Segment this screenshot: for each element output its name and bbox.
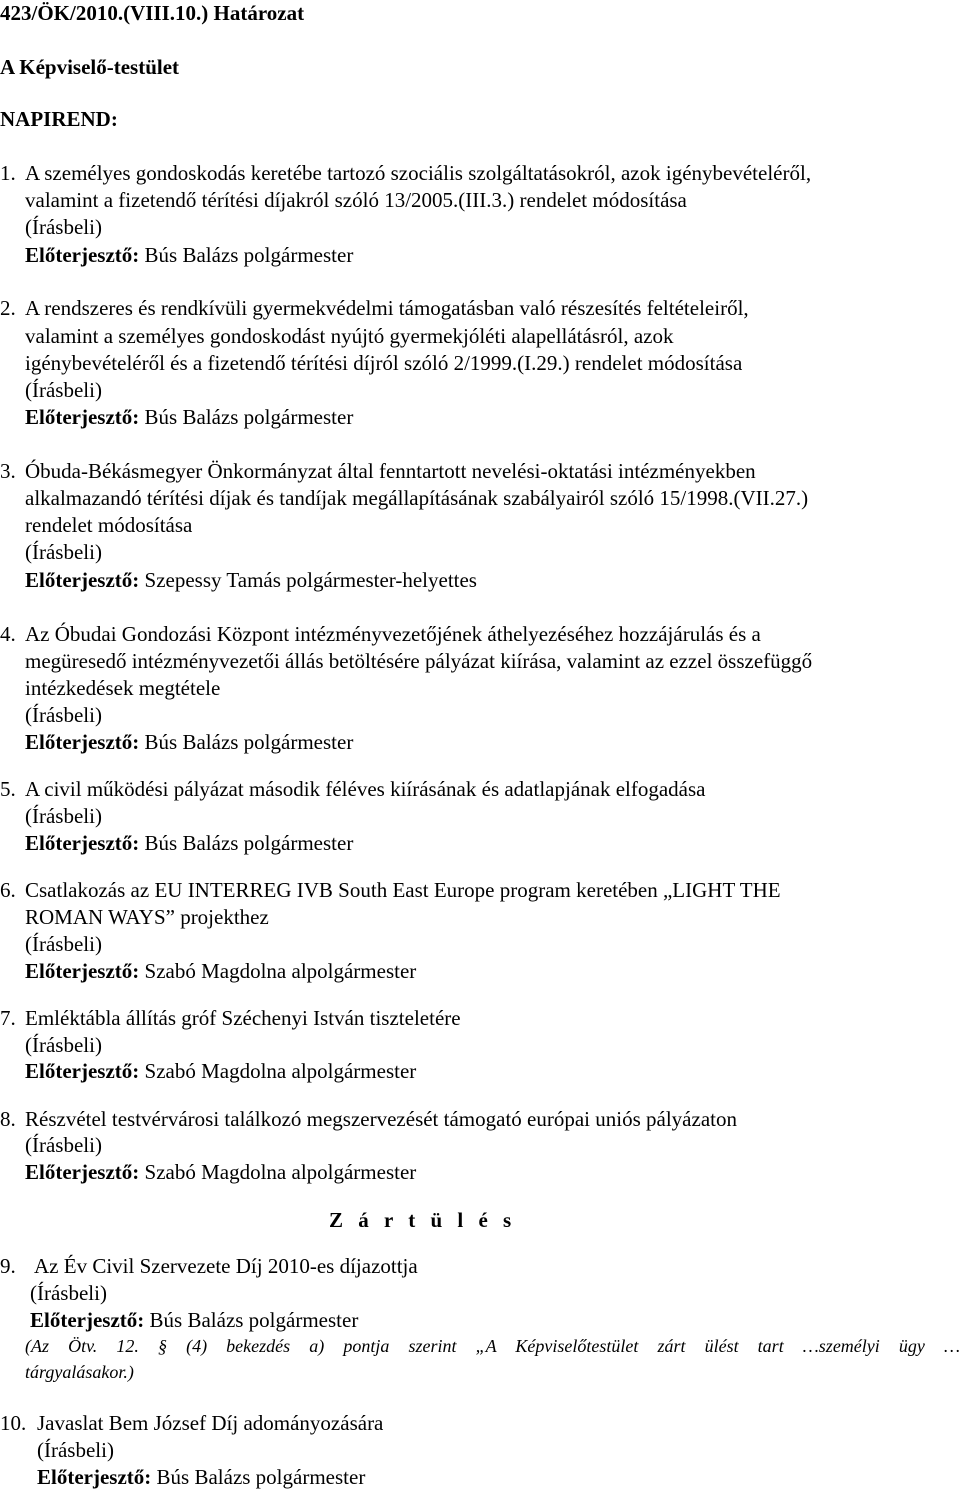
presenter-label: Előterjesztő: [37,1465,152,1489]
body-name: A Képviselő-testület [0,55,180,79]
item-presenter [25,1058,416,1085]
item-number: 5. [0,777,16,801]
item-title-line: Javaslat Bem József Díj adományozására [37,1411,384,1435]
item-title-line: intézkedések megtétele [25,676,221,700]
item-presenter [25,404,353,431]
item-mode: (Írásbeli) [25,540,102,564]
item-mode: (Írásbeli) [25,804,102,828]
item-mode: (Írásbeli) [30,1281,107,1305]
item-title-line: Óbuda-Békásmegyer Önkormányzat által fenntartott nevelési-oktatási intézményekben [25,459,756,483]
presenter-name: Szabó Magdolna alpolgármester [144,1160,417,1184]
presenter-name: Szabó Magdolna alpolgármester [144,959,417,983]
item-number: 4. [0,622,16,646]
presenter-label: Előterjesztő: [25,730,140,754]
item-title-line: Emléktábla állítás gróf Széchenyi István tiszteletére [25,1006,461,1030]
item-number: 7. [0,1006,16,1030]
item-number: 2. [0,296,16,320]
presenter-label: Előterjesztő: [25,1059,140,1083]
presenter-label: Előterjesztő: [25,959,140,983]
resolution-title: 423/ÖK/2010.(VIII.10.) Határozat [0,1,305,25]
item-title-line: A személyes gondoskodás keretébe tartozó szociális szolgáltatásokról, azok igénybevételéről, [25,161,812,185]
item-title-line: Részvétel testvérvárosi találkozó megszervezését támogató európai uniós pályázaton [25,1107,737,1131]
item-title-line: Csatlakozás az EU INTERREG IVB South East Europe program keretében „LIGHT THE [25,878,781,902]
item-title-line: A rendszeres és rendkívüli gyermekvédelmi támogatásban való részesítés feltételeiről, [25,296,749,320]
item-title-line: Az Óbudai Gondozási Központ intézményvezetőjének áthelyezéséhez hozzájárulás és a [25,622,761,646]
presenter-label: Előterjesztő: [25,243,140,267]
item-number: 8. [0,1107,16,1131]
item-presenter [25,958,416,985]
presenter-name: Bús Balázs polgármester [156,1465,366,1489]
item-title-line: rendelet módosítása [25,513,193,537]
presenter-label: Előterjesztő: [30,1308,145,1332]
item-mode: (Írásbeli) [25,1033,102,1057]
item-number: 1. [0,161,16,185]
item-presenter [25,242,353,269]
item-title-line: Az Év Civil Szervezete Díj 2010-es díjazottja [34,1254,418,1278]
presenter-name: Bús Balázs polgármester [144,730,354,754]
item-title-line: valamint a személyes gondoskodást nyújtó gyermekjóléti alapellátásról, azok [25,324,674,348]
item-mode: (Írásbeli) [25,1133,102,1157]
item-presenter [25,830,353,857]
item-title-line: A civil működési pályázat második féléves kiírásának és adatlapjának elfogadása [25,777,706,801]
item-presenter [25,1159,416,1186]
presenter-label: Előterjesztő: [25,1160,140,1184]
presenter-name: Bús Balázs polgármester [144,405,354,429]
item-title-line: alkalmazandó térítési díjak és tandíjak megállapításának szabályairól szóló 15/1998.(VII.27.) [25,486,809,510]
item-number: 6. [0,878,16,902]
item-number: 9. [0,1254,16,1278]
presenter-name: Szepessy Tamás polgármester-helyettes [144,568,477,592]
item-title-line: valamint a fizetendő térítési díjakról szóló 13/2005.(III.3.) rendelet módosítása [25,188,687,212]
presenter-name: Bús Balázs polgármester [144,243,354,267]
item-number: 3. [0,459,16,483]
presenter-name: Szabó Magdolna alpolgármester [144,1059,417,1083]
presenter-label: Előterjesztő: [25,568,140,592]
closed-session-heading: Z á r t ü l é s [329,1208,517,1232]
item-title-line: megüresedő intézményvezetői állás betöltésére pályázat kiírása, valamint az ezzel összefüggő [25,649,813,673]
agenda-label: NAPIREND: [0,107,118,131]
item-title-line: ROMAN WAYS” projekthez [25,905,269,929]
item-mode: (Írásbeli) [25,215,102,239]
item-mode: (Írásbeli) [37,1438,114,1462]
legal-note-line: (Az Ötv. 12. § (4) bekezdés a) pontja szerint „A Képviselőtestület zárt ülést tart …személyi ügy … [25,1336,960,1356]
item-presenter [30,1307,358,1334]
item-title-line: igénybevételéről és a fizetendő térítési díjról szóló 2/1999.(I.29.) rendelet módosítása [25,351,743,375]
item-presenter [25,567,477,594]
item-mode: (Írásbeli) [25,932,102,956]
item-mode: (Írásbeli) [25,703,102,727]
item-number: 10. [0,1411,27,1435]
item-mode: (Írásbeli) [25,378,102,402]
legal-note-line: tárgyalásakor.) [25,1362,134,1382]
presenter-name: Bús Balázs polgármester [149,1308,359,1332]
item-presenter [25,729,353,756]
presenter-name: Bús Balázs polgármester [144,831,354,855]
item-presenter [37,1464,365,1491]
presenter-label: Előterjesztő: [25,831,140,855]
presenter-label: Előterjesztő: [25,405,140,429]
